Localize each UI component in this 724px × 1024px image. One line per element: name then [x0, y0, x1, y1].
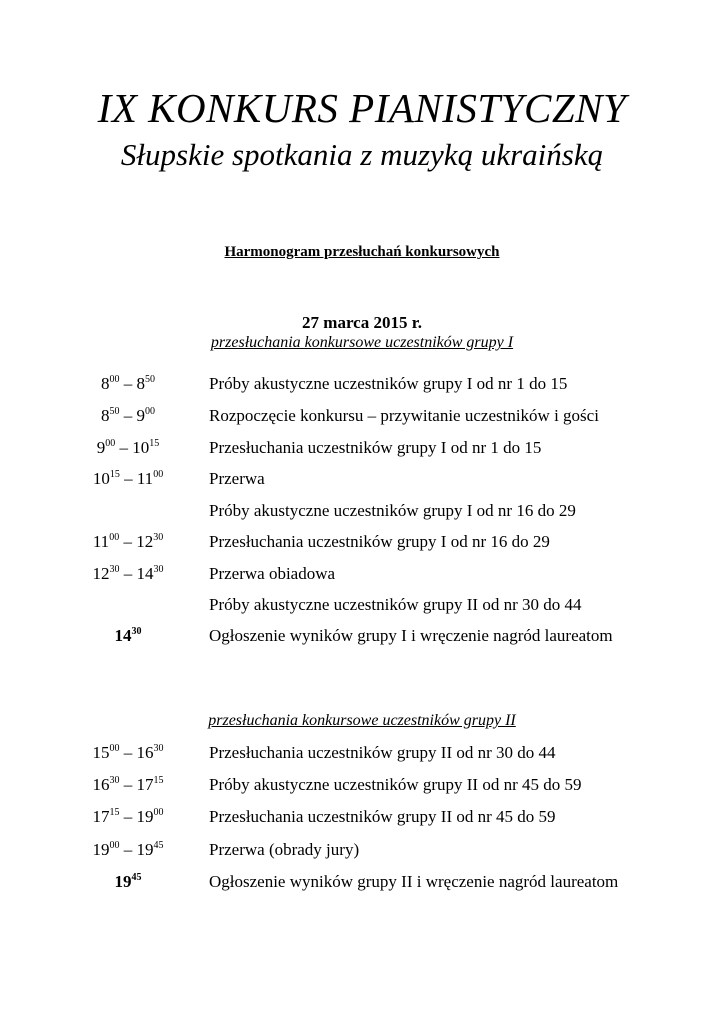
- schedule-row: [0, 771, 724, 799]
- page-subtitle: Słupskie spotkania z muzyką ukraińską: [120, 137, 604, 172]
- schedule-row: [0, 836, 724, 864]
- time-range: $19^{00} - 19^{45}$: [92, 840, 164, 859]
- time-range: $8^{00} - 8^{50}$: [101, 374, 155, 393]
- activity-text: Ogłoszenie wyników grupy I i wręczenie nagród laureatom: [209, 626, 613, 645]
- schedule-row: [0, 497, 724, 525]
- schedule-row: [0, 868, 724, 896]
- activity-text: Przesłuchania uczestników grupy II od nr 30 do 44: [209, 743, 556, 762]
- group-1-title: przesłuchania konkursowe uczestników grupy I: [210, 334, 514, 351]
- activity-text: Przerwa obiadowa: [209, 564, 336, 583]
- activity-text: Przesłuchania uczestników grupy II od nr 45 do 59: [209, 807, 556, 826]
- page-title: IX KONKURS PIANISTYCZNY: [97, 85, 627, 131]
- schedule-heading: Harmonogram przesłuchań konkursowych: [224, 244, 500, 260]
- time-range: $8^{50} - 9^{00}$: [101, 406, 155, 425]
- schedule-row: [0, 803, 724, 831]
- time-range: $14^{30}$: [114, 626, 142, 645]
- activity-text: Przesłuchania uczestników grupy I od nr 16 do 29: [209, 532, 550, 551]
- time-range: $15^{00} - 16^{30}$: [92, 743, 164, 762]
- activity-text: Ogłoszenie wyników grupy II i wręczenie nagród laureatom: [209, 872, 619, 891]
- time-range: $12^{30} - 14^{30}$: [92, 564, 164, 583]
- activity-text: Przesłuchania uczestników grupy I od nr 1 do 15: [209, 438, 542, 457]
- activity-text: Przerwa (obrady jury): [209, 840, 360, 859]
- time-range: $17^{15} - 19^{00}$: [92, 807, 164, 826]
- schedule-row: [0, 402, 724, 430]
- time-range: $16^{30} - 17^{15}$: [92, 775, 164, 794]
- schedule-row: [0, 434, 724, 462]
- activity-text: Próby akustyczne uczestników grupy I od nr 16 do 29: [209, 501, 576, 520]
- time-range: $9^{00} - 10^{15}$: [96, 438, 160, 457]
- schedule-date: 27 marca 2015 r.: [302, 313, 422, 332]
- schedule-row: [0, 370, 724, 398]
- schedule-row: [0, 560, 724, 588]
- schedule-row: [0, 528, 724, 556]
- activity-text: Próby akustyczne uczestników grupy I od nr 1 do 15: [209, 374, 568, 393]
- schedule-row: [0, 465, 724, 493]
- activity-text: Próby akustyczne uczestników grupy II od nr 30 do 44: [209, 595, 582, 614]
- activity-text: Rozpoczęcie konkursu – przywitanie uczestników i gości: [209, 406, 599, 425]
- time-range: $10^{15} - 11^{00}$: [92, 469, 164, 488]
- time-range: $11^{00} - 12^{30}$: [92, 532, 164, 551]
- activity-text: Przerwa: [209, 469, 265, 488]
- schedule-row: [0, 591, 724, 619]
- schedule-row: [0, 622, 724, 650]
- activity-text: Próby akustyczne uczestników grupy II od nr 45 do 59: [209, 775, 582, 794]
- time-range: $19^{45}$: [114, 872, 142, 891]
- schedule-row: [0, 739, 724, 767]
- group-2-title: przesłuchania konkursowe uczestników grupy II: [208, 712, 516, 729]
